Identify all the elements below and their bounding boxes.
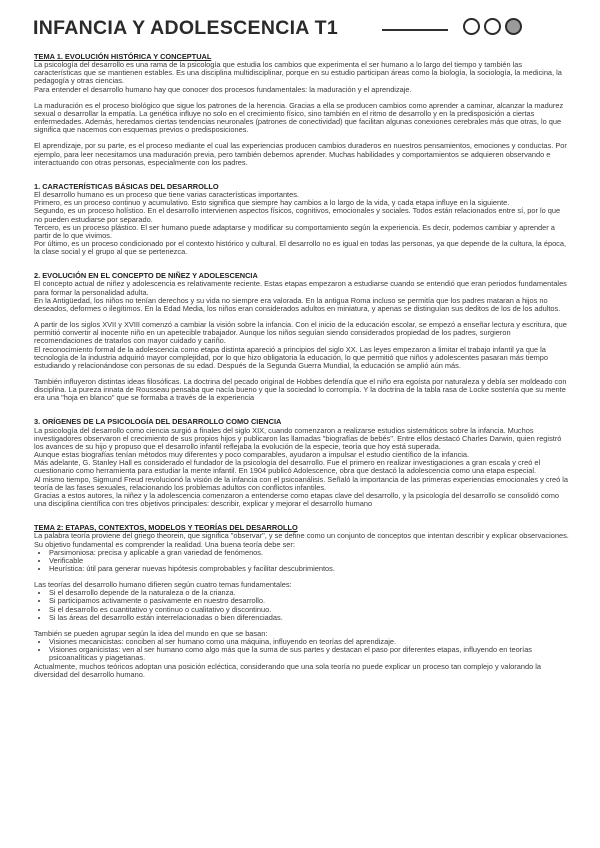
section-3-heading: 3. ORÍGENES DE LA PSICOLOGÍA DEL DESARROLLO COMO CIENCIA <box>34 417 282 427</box>
list-item: • Visiones organicistas: ven al ser humano como algo más que la suma de sus partes y destacan el paso por diferentes etapas, influyendo en teorías psicoanalíticas y piagetianas. <box>49 646 570 662</box>
list-item: • Parsimoniosa: precisa y aplicable a gran variedad de fenómenos. <box>49 549 570 557</box>
list-item: • Visiones mecanicistas: conciben al ser humano como una máquina, influyendo en teorías del aprendizaje. <box>49 638 570 646</box>
paragraph: Tercero, es un proceso plástico. El ser humano puede adaptarse y modificar su comportamiento según la experiencia. Es decir, podemos cambiar y aprender a partir de lo que vivimos. <box>34 222 555 240</box>
paragraph: También influyeron distintas ideas filosóficas. La doctrina del pecado original de Hobbes defendía que el niño era egoísta por naturaleza y debía ser moldeado con disciplina. La pureza innata de Rousseau pensaba que nacía bueno y que la sociedad lo corrompía. Y la doctrina de la tabla rasa de Locke sostenía que su mente era una "hoja en blanco" que se formaba a través de la experiencia <box>34 377 567 403</box>
paragraph: La maduración es el proceso biológico que sigue los patrones de la herencia. Gracias a ella se producen cambios como aprender a caminar, alcanzar la madurez sexual o desarrollar la empatía. La genética influye no solo en el crecimiento físico, sino también en el ritmo de desarrollo y en la predisposición a ciertas enfermedades. Además, heredamos ciertas tendencias neuronales (patrones de conectividad) que facilitan algunas conexiones cerebrales más que otras, lo que significa que nacemos con esquemas previos o predisposiciones. <box>34 100 564 135</box>
list-item: • Si el desarrollo depende de la naturaleza o de la crianza. <box>49 589 570 597</box>
topic-2-heading: TEMA 2: ETAPAS, CONTEXTOS, MODELOS Y TEORÍAS DEL DESARROLLO <box>34 523 298 533</box>
list-item: • Si el desarrollo es cuantitativo y continuo o cualitativo y discontinuo. <box>49 606 570 614</box>
paragraph: La psicología del desarrollo es una rama de la psicología que estudia los cambios que experimenta el ser humano a lo largo del tiempo y también las características que se mantienen estables. Es una disciplina multidisciplinar, porque en su estudio participan áreas como la biología, la sociología, la medicina, la pedagogía y otras ciencias. <box>34 60 562 86</box>
theory-themes-list <box>34 589 570 622</box>
worldview-list <box>34 638 570 662</box>
paragraph: El aprendizaje, por su parte, es el proceso mediante el cual las experiencias producen cambios duraderos en nuestros pensamientos, emociones y conductas. Por ejemplo, para leer necesitamos una maduración previa, pero también debemos aprender. Muchas habilidades y comportamientos se adquieren observando e interactuando con otras personas, especialmente con los padres. <box>34 141 567 167</box>
paragraph: La psicología del desarrollo como ciencia surgió a finales del siglo XIX, cuando comenzaron a realizarse estudios sistemáticos sobre la infancia. Muchos investigadores observaron el crecimiento de sus propios hijos y publicaron las llamadas "biografías de bebés". Entre ellos destacó Charles Darwin, quien registró los avances de su hijo y propuso que el desarrollo infantil reflejaba la evolución de la especie, teoría que hoy está superada. <box>34 425 562 451</box>
paragraph: En la Antigüedad, los niños no tenían derechos y su vida no siempre era valorada. En la antigua Roma incluso se permitía que los padres mataran a hijos no deseados, deformes o ilegítimos. En la Edad Media, los niños eran considerados adultos en miniatura, y apenas se distinguían sus deditos de los de los adultos. <box>34 295 561 313</box>
list-item: • Si las áreas del desarrollo están interrelacionadas o bien diferenciadas. <box>49 614 570 622</box>
paragraph: Gracias a estos autores, la niñez y la adolescencia comenzaron a entenderse como etapas clave del desarrollo, y la psicología del desarrollo se consolidó como una disciplina científica con tres objetivos principales: describir, explicar y mejorar el desarrollo humano <box>34 490 560 509</box>
theory-criteria-list <box>34 549 570 573</box>
paragraph: Para entender el desarrollo humano hay que conocer dos procesos fundamentales: la maduración y el aprendizaje. <box>34 84 412 94</box>
section-2-heading: 2. EVOLUCIÓN EN EL CONCEPTO DE NIÑEZ Y ADOLESCENCIA <box>34 271 258 281</box>
paragraph: Al mismo tiempo, Sigmund Freud revolucionó la visión de la infancia con el psicoanálisis. Señaló la importancia de las primeras experiencias emocionales y creó la teoría de las fases sexuales, relacionando los problemas adultos con conflictos infantiles. <box>34 474 569 492</box>
paragraph: La palabra teoría proviene del griego theorein, que significa "observar", y se define como un conjunto de conceptos que intentan describir y explicar observaciones. Su objetivo fundamental es comprender la realidad. Una buena teoría debe ser: <box>34 531 569 549</box>
document-body <box>34 53 570 679</box>
topic-1-heading: TEMA 1. EVOLUCIÓN HISTÓRICA Y CONCEPTUAL <box>34 52 212 61</box>
circle-decoration-icon <box>484 18 501 35</box>
paragraph: Aunque estas biografías tenían métodos muy diferentes y poco comparables, ayudaron a impulsar el estudio científico de la infancia. <box>34 450 470 460</box>
circle-decoration-icon <box>463 18 480 35</box>
filled-circle-decoration-icon <box>505 18 522 35</box>
paragraph: Las teorías del desarrollo humano difieren según cuatro temas fundamentales: <box>34 580 292 590</box>
paragraph: A partir de los siglos XVII y XVIII comenzó a cambiar la visión sobre la infancia. Con el inicio de la educación escolar, se empezó a enseñar lectura y escritura, que permitió convertir al inocente niño en un apetecible trabajador. Aunque los niños seguían siendo considerados propiedad de los padres, surgieron recomendaciones de tratarlos con mayor cuidado y cariño. <box>34 320 567 346</box>
list-item: • Si participamos activamente o pasivamente en nuestro desarrollo. <box>49 597 570 605</box>
list-item: • Heurística: útil para generar nuevas hipótesis comprobables y facilitar descubrimientos. <box>49 565 570 573</box>
page-title: INFANCIA Y ADOLESCENCIA T1 <box>33 17 339 39</box>
header-dots <box>463 18 526 40</box>
paragraph: El desarrollo humano es un proceso que tiene varias características importantes. <box>34 190 299 200</box>
header-rule <box>382 29 448 31</box>
paragraph: También se pueden agrupar según la idea del mundo en que se basan: <box>34 628 268 638</box>
paragraph: El concepto actual de niñez y adolescencia es relativamente reciente. Estas etapas empezaron a estudiarse cuando se entendió que eran periodos fundamentales para formar la personalidad adulta. <box>34 279 567 297</box>
paragraph: Más adelante, G. Stanley Hall es considerado el fundador de la psicología del desarrollo. Fue el primero en realizar investigaciones a gran escala y creó el cuestionario como herramienta para estudiar la mente infantil. En 1904 publicó Adolescence, obra que destacó la adolescencia como una etapa especial. <box>34 458 541 476</box>
list-item: • Verificable <box>49 557 570 565</box>
page-header <box>33 14 573 48</box>
paragraph: El reconocimiento formal de la adolescencia como etapa distinta apareció a principios del siglo XX. Las leyes empezaron a limitar el trabajo infantil ya que la tecnología de la industria adquirió mayor complejidad, por lo que hizo obligatoria la educación, lo que permitió que niños y adolescentes pasaran más tiempo estudiando y relacionándose con personas de su edad. Después de la Segunda Guerra Mundial, la educación se amplió aún más. <box>34 344 548 370</box>
paragraph: Actualmente, muchos teóricos adoptan una posición ecléctica, considerando que una sola teoría no puede explicar un proceso tan complejo y valorando la diversidad del desarrollo humano. <box>34 661 541 679</box>
paragraph: Primero, es un proceso continuo y acumulativo. Esto significa que siempre hay cambios a lo largo de la vida, y cada etapa influye en la siguiente. <box>34 198 510 208</box>
section-1-heading: 1. CARACTERÍSTICAS BÁSICAS DEL DESARROLLO <box>34 181 219 191</box>
paragraph: Segundo, es un proceso holístico. En el desarrollo intervienen aspectos físicos, cognitivos, emocionales y sociales. Todos están relacionados entre sí, por lo que no pueden estudiarse por separado. <box>34 206 561 224</box>
paragraph: Por último, es un proceso condicionado por el contexto histórico y cultural. El desarrollo no es igual en todas las personas, ya que depende de la cultura, la época, la clase social y el grupo al que se pertenezca. <box>34 238 567 257</box>
